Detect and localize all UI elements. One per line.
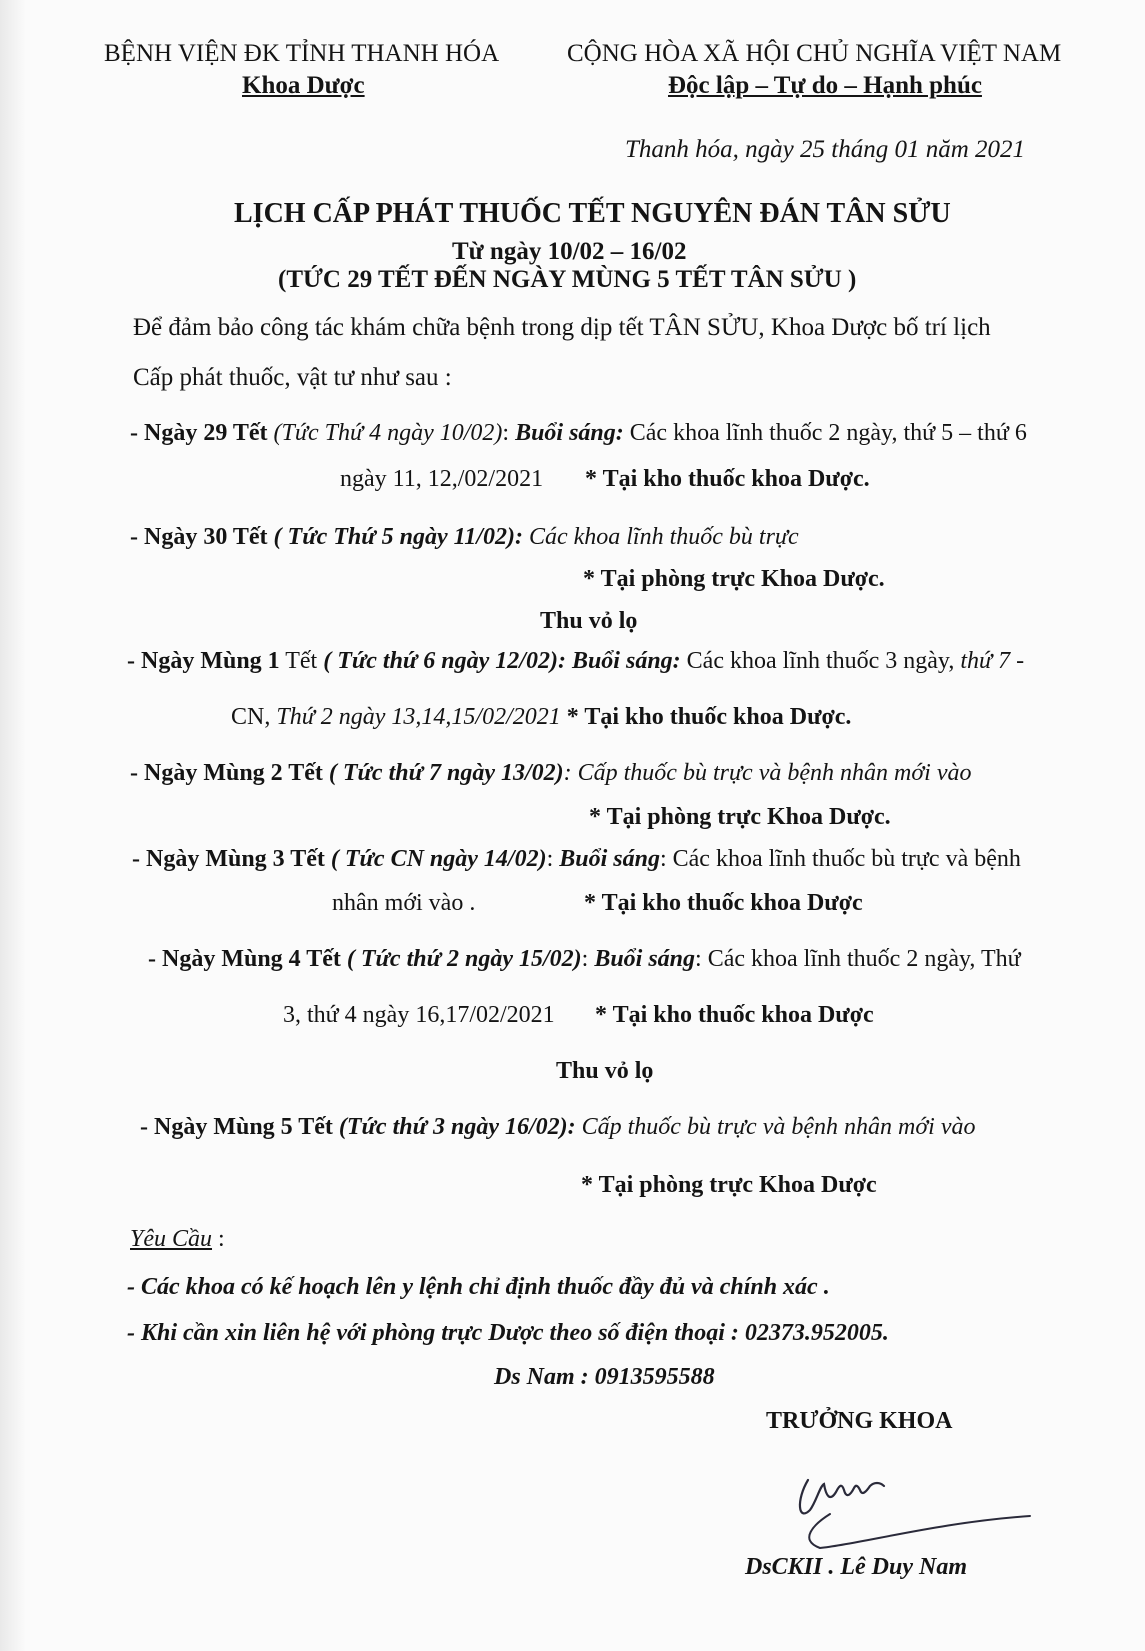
entry-day: - Ngày Mùng 4 Tết bbox=[148, 946, 341, 972]
intro-line-2: Cấp phát thuốc, vật tư như sau : bbox=[133, 364, 452, 391]
entry-session: Buổi sáng bbox=[559, 846, 660, 872]
entry-day: - Ngày Mùng 3 Tết bbox=[132, 846, 325, 872]
intro-line-1: Để đảm bảo công tác khám chữa bệnh trong dịp tết TÂN SỬU, Khoa Dược bố trí lịch bbox=[133, 314, 991, 341]
requirements-colon: : bbox=[212, 1226, 225, 1252]
schedule-entry-mung-3 bbox=[132, 846, 1021, 873]
entry-colon: : bbox=[581, 946, 595, 972]
title-date-range: Từ ngày 10/02 – 16/02 bbox=[452, 238, 687, 265]
entry-day-tet: Tết bbox=[279, 648, 318, 674]
entry-session: Buổi sáng: bbox=[515, 420, 624, 446]
entry-day: - Ngày Mùng 1 bbox=[127, 648, 280, 674]
entry-29-location: * Tại kho thuốc khoa Dược. bbox=[585, 466, 870, 492]
hospital-name: BỆNH VIỆN ĐK TỈNH THANH HÓA bbox=[104, 40, 500, 67]
entry-text: : Các khoa lĩnh thuốc 2 ngày, Thứ bbox=[695, 946, 1021, 972]
entry-mung-5-location: * Tại phòng trực Khoa Dược bbox=[581, 1172, 877, 1198]
entry-day: - Ngày Mùng 2 Tết bbox=[130, 760, 323, 786]
entry-lunar-date: ( Tức thứ 6 ngày 12/02): bbox=[317, 648, 566, 674]
department-name: Khoa Dược bbox=[242, 72, 365, 99]
entry-lunar-date: (Tức thứ 3 ngày 16/02): bbox=[332, 1114, 576, 1140]
entry-text-2a: CN, bbox=[231, 704, 277, 730]
entry-day: - Ngày Mùng 5 Tết bbox=[140, 1114, 333, 1140]
entry-text: Các khoa lĩnh thuốc 2 ngày, thứ 5 – thứ 6 bbox=[623, 420, 1027, 446]
schedule-entry-30 bbox=[130, 524, 799, 551]
entry-day: - Ngày 29 Tết bbox=[130, 420, 268, 446]
signer-name: DsCKII . Lê Duy Nam bbox=[745, 1554, 968, 1580]
entry-colon: : bbox=[502, 420, 516, 446]
entry-colon: : bbox=[546, 846, 560, 872]
entry-30-location: * Tại phòng trực Khoa Dược. bbox=[583, 566, 885, 592]
entry-mung-3-text-2: nhân mới vào . bbox=[332, 890, 476, 916]
entry-text: Các khoa lĩnh thuốc bù trực bbox=[522, 524, 799, 550]
entry-mung-4-text-2: 3, thứ 4 ngày 16,17/02/2021 bbox=[283, 1002, 555, 1028]
entry-mung-1-line-2 bbox=[231, 704, 851, 731]
scan-edge-shadow bbox=[0, 0, 26, 1651]
entry-lunar-date: ( Tức thứ 7 ngày 13/02) bbox=[322, 760, 564, 786]
entry-day: - Ngày 30 Tết bbox=[130, 524, 268, 550]
entry-text-italic: thứ 7 - bbox=[960, 648, 1025, 674]
contact-phone: Ds Nam : 0913595588 bbox=[494, 1364, 715, 1390]
requirement-item-2: - Khi cần xin liên hệ với phòng trực Dược theo số điện thoại : 02373.952005. bbox=[127, 1320, 889, 1346]
entry-mung-3-location: * Tại kho thuốc khoa Dược bbox=[584, 890, 863, 916]
entry-text: : Các khoa lĩnh thuốc bù trực và bệnh bbox=[659, 846, 1021, 872]
entry-mung-2-location: * Tại phòng trực Khoa Dược. bbox=[589, 804, 891, 830]
entry-mung-4-location: * Tại kho thuốc khoa Dược bbox=[595, 1002, 874, 1028]
entry-text-2b: Thứ 2 ngày 13,14,15/02/2021 bbox=[276, 704, 561, 730]
entry-session: Buổi sáng bbox=[594, 946, 696, 972]
entry-text: Các khoa lĩnh thuốc 3 ngày, bbox=[680, 648, 961, 674]
requirements-heading bbox=[130, 1226, 225, 1253]
entry-lunar-date: ( Tức CN ngày 14/02) bbox=[324, 846, 547, 872]
schedule-entry-mung-1 bbox=[127, 648, 1024, 675]
date-line: Thanh hóa, ngày 25 tháng 01 năm 2021 bbox=[625, 136, 1025, 163]
handwritten-signature bbox=[790, 1440, 1050, 1550]
schedule-entry-29 bbox=[130, 420, 1027, 447]
requirement-item-1: - Các khoa có kế hoạch lên y lệnh chỉ định thuốc đầy đủ và chính xác . bbox=[127, 1274, 830, 1300]
entry-text: : Cấp thuốc bù trực và bệnh nhân mới vào bbox=[563, 760, 972, 786]
entry-location: * Tại kho thuốc khoa Dược. bbox=[560, 704, 852, 730]
document-title: LỊCH CẤP PHÁT THUỐC TẾT NGUYÊN ĐÁN TÂN SỬU bbox=[234, 198, 951, 229]
entry-29-dates: ngày 11, 12,/02/2021 bbox=[340, 466, 544, 492]
country-name: CỘNG HÒA XÃ HỘI CHỦ NGHĨA VIỆT NAM bbox=[567, 40, 1062, 67]
collect-vials-2: Thu vỏ lọ bbox=[556, 1058, 654, 1084]
entry-lunar-date: ( Tức thứ 2 ngày 15/02) bbox=[340, 946, 582, 972]
entry-lunar-date: ( Tức Thứ 5 ngày 11/02): bbox=[267, 524, 523, 550]
entry-text: Cấp thuốc bù trực và bệnh nhân mới vào bbox=[575, 1114, 976, 1140]
schedule-entry-mung-5 bbox=[140, 1114, 975, 1141]
collect-vials-1: Thu vỏ lọ bbox=[540, 608, 638, 634]
schedule-entry-mung-2 bbox=[130, 760, 971, 787]
requirements-label: Yêu Cầu bbox=[130, 1226, 213, 1252]
signature-role: TRƯỞNG KHOA bbox=[766, 1408, 953, 1434]
entry-lunar-date: (Tức Thứ 4 ngày 10/02) bbox=[267, 420, 503, 446]
schedule-entry-mung-4 bbox=[148, 946, 1021, 973]
national-motto: Độc lập – Tự do – Hạnh phúc bbox=[668, 72, 982, 99]
title-lunar-range: (TỨC 29 TẾT ĐẾN NGÀY MÙNG 5 TẾT TÂN SỬU ) bbox=[278, 266, 857, 293]
entry-session: Buổi sáng: bbox=[565, 648, 681, 674]
